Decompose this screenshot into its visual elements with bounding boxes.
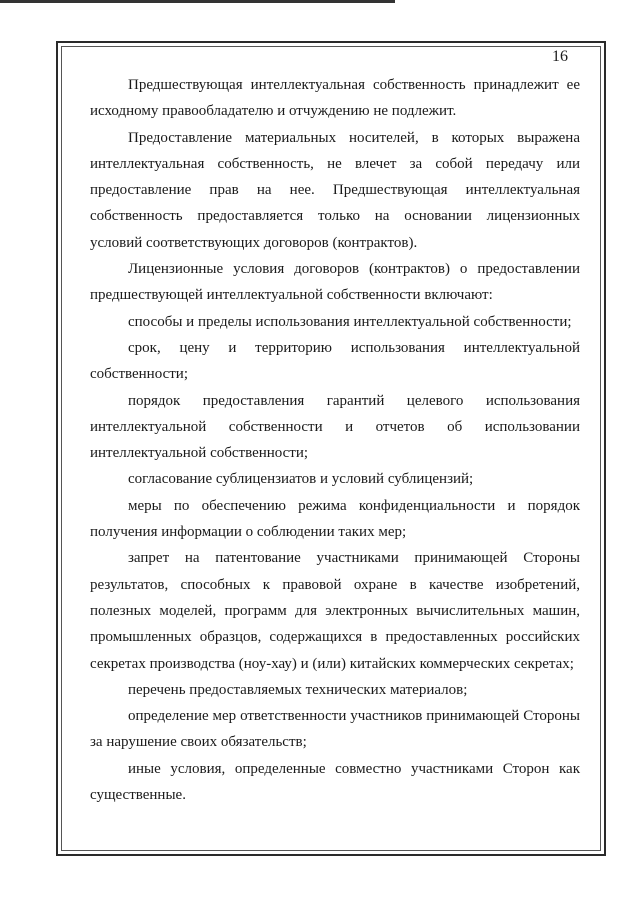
list-item-patent-ban: запрет на патентование участниками принимающей Стороны результатов, способных к правовой охране в качестве изобретений, полезных моделей, программ для электронных вычислительных машин, промышленных образцов, содержащихся в предоставленных российских секретах производства (ноу-хау) и (или) китайских коммерческих секретах; [90, 550, 580, 672]
page-number: 16 [552, 48, 568, 65]
list-item-usage-methods: способы и пределы использования интеллектуальной собственности; [128, 313, 572, 330]
list-item-other-conditions: иные условия, определенные совместно участниками Сторон как существенные. [90, 760, 580, 804]
list-item-guarantees-reports: порядок предоставления гарантий целевого использования интеллектуальной собственности и отчетов об использовании интеллектуальной собственности; [90, 392, 580, 462]
list-item-term-price-territory: срок, цену и территорию использования интеллектуальной собственности; [90, 339, 580, 383]
paragraph-prior-ip-ownership: Предшествующая интеллектуальная собственность принадлежит ее исходному правообладателю и отчуждению не подлежит. [90, 77, 580, 120]
paragraph-license-terms-intro: Лицензионные условия договоров (контрактов) о предоставлении предшествующей интеллектуальной собственности включают: [90, 261, 580, 304]
list-item-confidentiality: меры по обеспечению режима конфиденциальности и порядок получения информации о соблюдении таких мер; [90, 497, 580, 541]
list-item-liability: определение мер ответственности участников принимающей Стороны за нарушение своих обязательств; [90, 708, 580, 751]
scan-top-rule [0, 0, 395, 3]
list-item-technical-materials: перечень предоставляемых технических материалов; [128, 681, 468, 698]
document-body [90, 72, 580, 808]
paragraph-material-carriers: Предоставление материальных носителей, в которых выражена интеллектуальная собственность, не влечет за собой передачу или предоставление прав на нее. Предшествующая интеллектуальная собственность предоставляется только на основании лицензионных условий соответствующих договоров (контрактов). [90, 129, 580, 251]
list-item-sublicensing: согласование сублицензиатов и условий сублицензий; [128, 471, 474, 488]
